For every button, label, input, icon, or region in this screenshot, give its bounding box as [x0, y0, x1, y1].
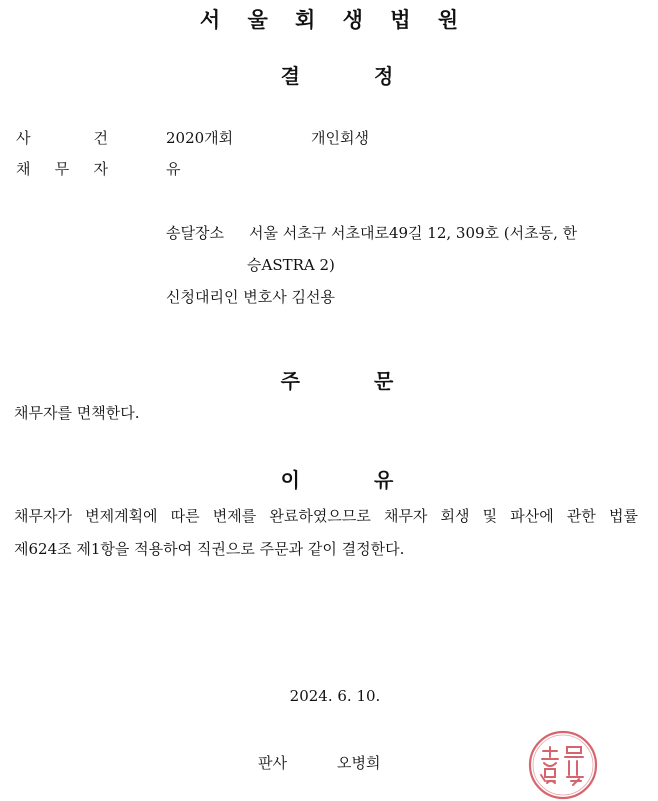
reason-text-line-1: 채무자가 변제계획에 따른 변제를 완료하였으므로 채무자 회생 및 파산에 관한 법률	[14, 507, 638, 525]
case-label-char-2: 건	[93, 129, 108, 147]
address-line-2: 승ASTRA 2)	[247, 256, 335, 274]
document-type-heading	[0, 60, 658, 89]
delivery-place-label: 송달장소	[166, 224, 224, 242]
order-heading-char-1: 주	[280, 369, 300, 393]
judge-name: 오병희	[337, 754, 381, 772]
debtor-label	[16, 158, 108, 179]
debtor-label-char-1: 채	[16, 160, 31, 178]
debtor-label-char-3: 자	[93, 160, 108, 178]
address-line-1: 서울 서초구 서초대로49길 12, 309호 (서초동, 한	[249, 224, 578, 242]
order-heading	[0, 365, 658, 394]
reason-text-line-2: 제624조 제1항을 적용하여 직권으로 주문과 같이 결정한다.	[14, 540, 405, 558]
case-label	[16, 127, 108, 148]
decision-date: 2024. 6. 10.	[289, 687, 381, 705]
applicant-agent: 신청대리인 변호사 김선용	[166, 288, 335, 306]
document-type-char-1: 결	[280, 64, 300, 88]
case-type: 개인회생	[311, 129, 369, 147]
order-heading-char-2: 문	[374, 369, 394, 393]
reason-heading-char-1: 이	[280, 468, 300, 492]
case-label-char-1: 사	[16, 129, 31, 147]
document-type-char-2: 정	[374, 64, 394, 88]
reason-heading-char-2: 유	[374, 468, 394, 492]
reason-heading	[0, 464, 658, 493]
case-number: 2020개회	[166, 129, 234, 147]
order-text: 채무자를 면책한다.	[14, 404, 140, 422]
court-name: 서 울 회 생 법 원	[199, 8, 469, 32]
debtor-name: 유	[166, 160, 181, 178]
judge-title: 판사	[258, 754, 287, 772]
debtor-label-char-2: 무	[54, 160, 70, 178]
judge-seal-stamp	[527, 729, 599, 801]
